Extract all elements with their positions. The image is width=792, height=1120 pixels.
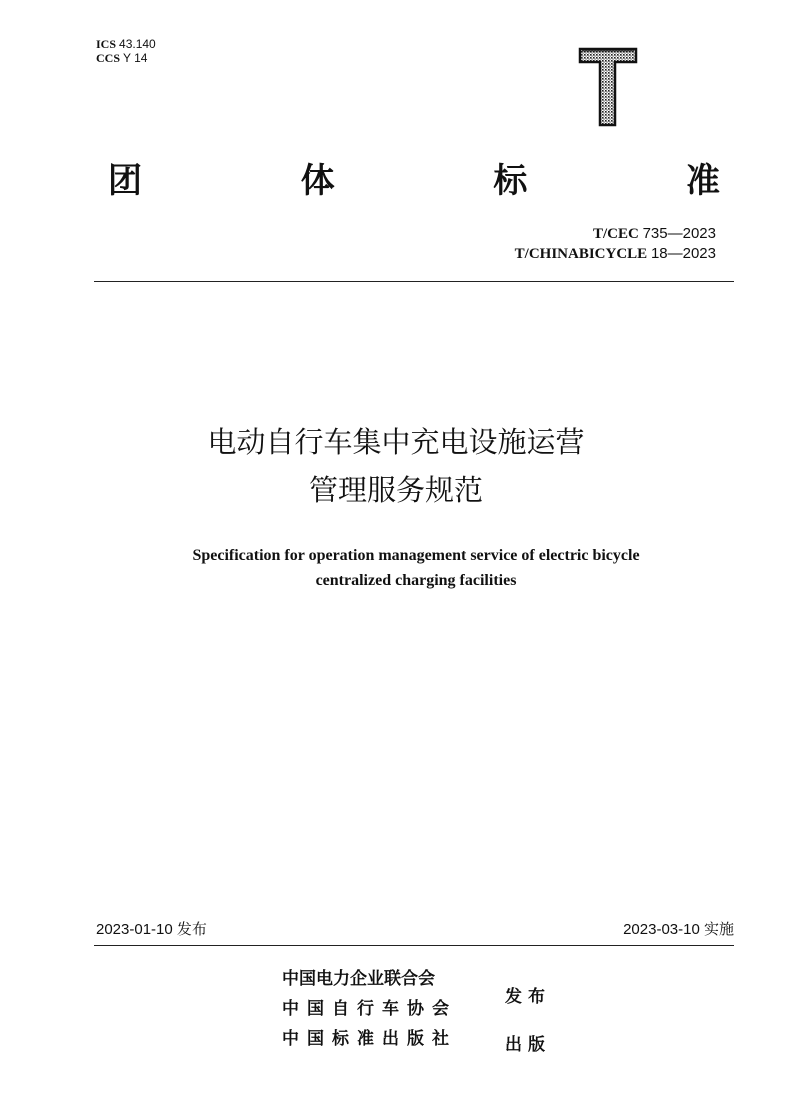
standard-type-heading — [108, 156, 720, 206]
standard-prefix: T/CHINABICYCLE — [514, 246, 648, 262]
top-divider — [94, 281, 734, 282]
standard-t-mark-icon — [578, 45, 638, 127]
standard-type-char: 体 — [300, 161, 335, 201]
ccs-label: CCS — [96, 51, 121, 65]
ics-code: 43.140 — [119, 37, 156, 51]
standard-number: 735—2023 — [642, 225, 716, 242]
classification-codes — [96, 37, 156, 65]
role-press: 出版 — [505, 1035, 551, 1055]
implement-date: 2023-03-10 实施 — [623, 921, 734, 938]
issuing-organizations — [282, 964, 457, 1054]
title-cn-line1: 电动自行车集中充电设施运营 — [207, 425, 585, 459]
ccs-line — [96, 51, 156, 65]
standard-type-char: 准 — [685, 161, 720, 201]
ccs-code: Y 14 — [123, 51, 148, 65]
bottom-divider — [94, 945, 734, 946]
standard-type-char: 标 — [493, 161, 528, 201]
title-en-line2: centralized charging facilities — [315, 572, 517, 589]
standard-number-line — [515, 244, 716, 264]
title-chinese — [96, 418, 696, 514]
title-english — [96, 543, 736, 593]
role-publish: 发布 — [505, 987, 551, 1007]
standard-number-line — [515, 224, 716, 244]
standard-type-char: 团 — [108, 161, 142, 201]
issuer-standards-press: 中国标准出版社 — [282, 1029, 457, 1049]
issuer-cec: 中国电力企业联合会 — [282, 969, 435, 989]
standard-prefix: T/CEC — [593, 226, 639, 242]
issuer-bicycle-association: 中国自行车协会 — [282, 999, 457, 1019]
standard-numbers — [515, 224, 716, 264]
ics-line — [96, 37, 156, 51]
ics-label: ICS — [96, 37, 117, 51]
publish-date: 2023-01-10 发布 — [96, 921, 207, 938]
title-en-line1: Specification for operation management service of electric bicycle — [192, 547, 640, 564]
title-cn-line2: 管理服务规范 — [308, 473, 483, 507]
standard-number: 18—2023 — [650, 245, 716, 262]
